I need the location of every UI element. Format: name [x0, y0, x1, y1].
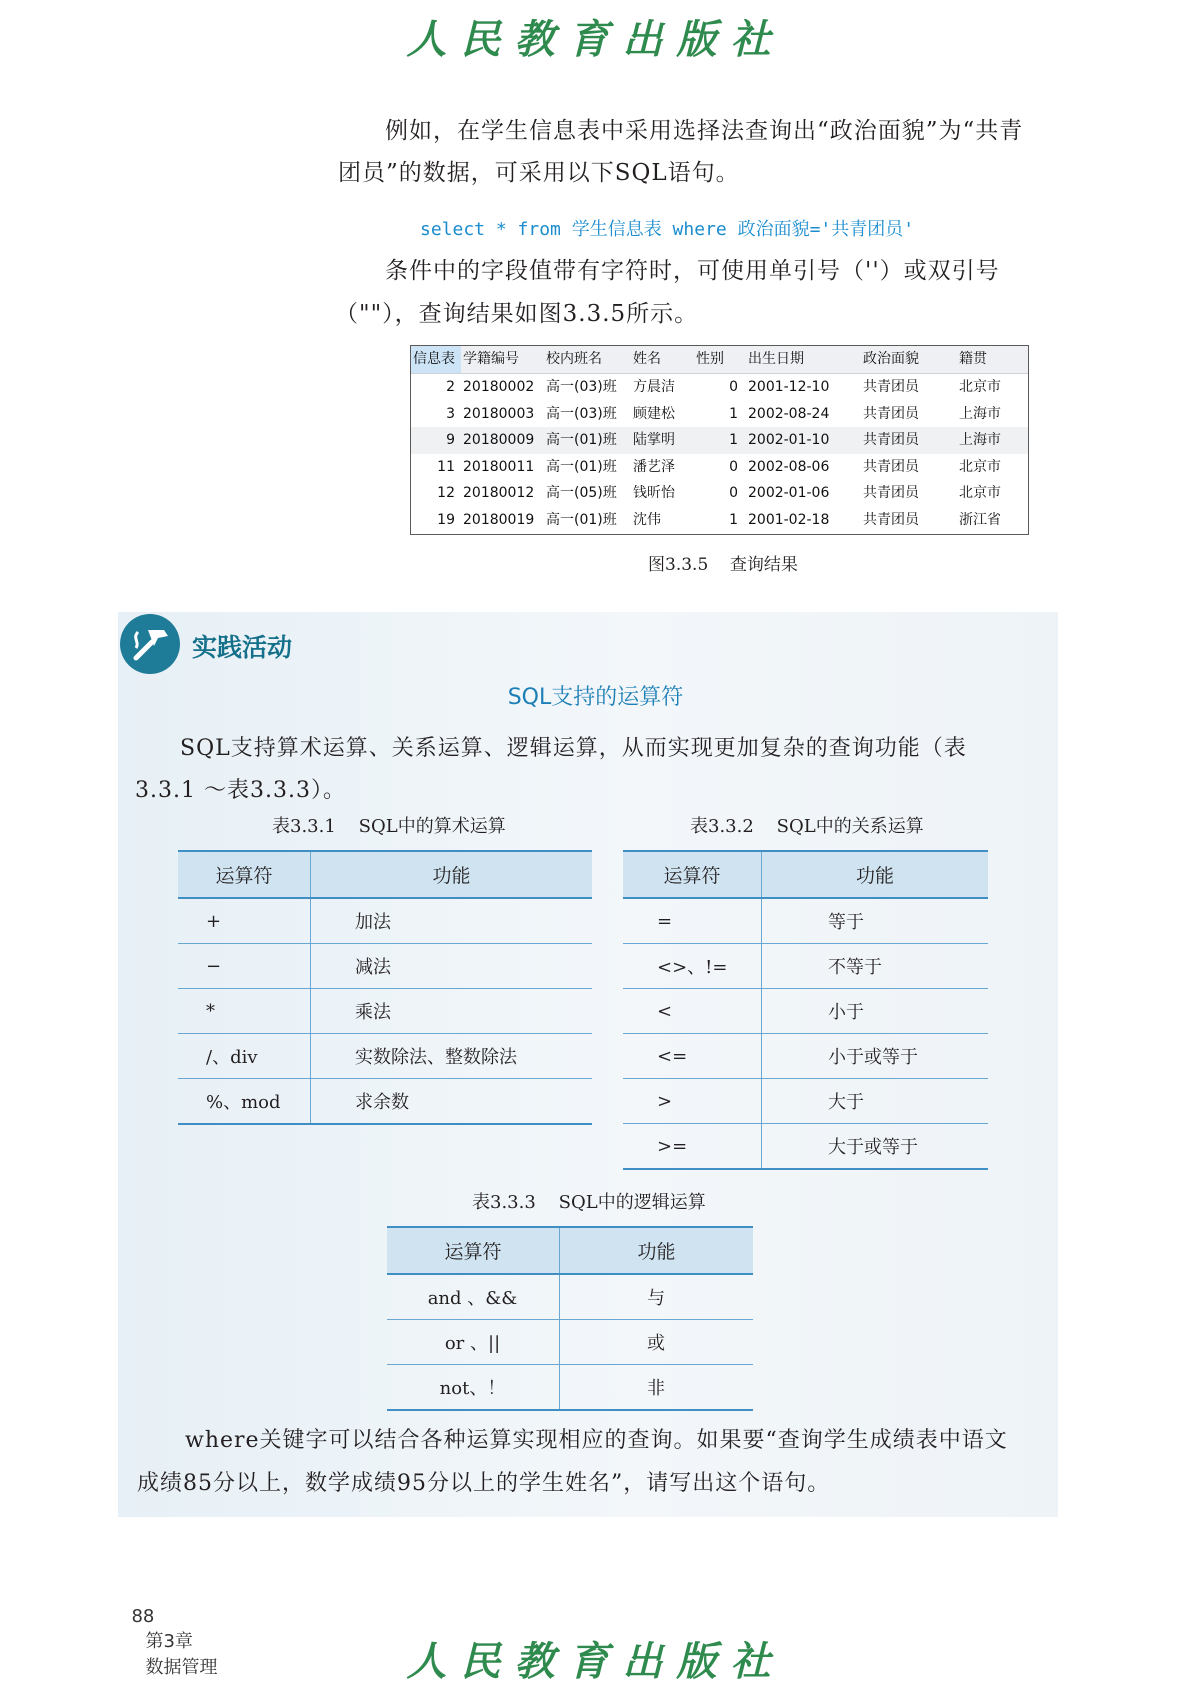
table2-caption: 表3.3.2 SQL中的关系运算 [690, 816, 924, 837]
table-cell: 减法 [311, 944, 593, 989]
table-cell: 加法 [311, 898, 593, 944]
table-cell: 钱昕怡 [633, 485, 675, 501]
practice-text-2: 3.3.1 ～表3.3.3）。 [135, 778, 346, 803]
publisher-logo-text: 人民教育出版社 [406, 16, 785, 63]
table-row [178, 1034, 592, 1079]
table-cell: < [623, 989, 762, 1034]
table-row [387, 1365, 753, 1411]
intro-line-1: 例如，在学生信息表中采用选择法查询出“政治面貌”为“共青 [385, 118, 1024, 144]
column-header: 运算符 [178, 851, 311, 898]
table-cell: %、mod [178, 1079, 311, 1125]
page-number: 88 [131, 1606, 155, 1627]
table-row [623, 898, 988, 944]
column-header: 功能 [762, 851, 989, 898]
publisher-logo-bottom [0, 1630, 1191, 1687]
column-header: 功能 [560, 1227, 754, 1274]
table-cell: <>、!= [623, 944, 762, 989]
table-cell: 潘艺泽 [633, 458, 675, 475]
table-cell: 0 [729, 458, 738, 475]
table-cell: 高一(01)班 [546, 432, 617, 448]
table-cell: 北京市 [959, 379, 1001, 395]
table-cell: 0 [729, 485, 738, 501]
table-cell: 共青团员 [863, 405, 919, 422]
table-cell: 2002-01-10 [748, 432, 830, 448]
chapter-label: 第3章 [145, 1631, 193, 1652]
table-cell: /、div [178, 1034, 311, 1079]
table-row [178, 898, 592, 944]
sql-statement: select * from 学生信息表 where 政治面貌='共青团员' [420, 219, 915, 240]
arithmetic-operators-table [178, 850, 592, 1125]
table-header-row [411, 346, 1028, 374]
table-cell: 12 [437, 485, 455, 501]
table-cell: 共青团员 [863, 458, 919, 475]
intro-line-2: 团员”的数据，可采用以下SQL语句。 [338, 160, 740, 186]
table-cell: 上海市 [959, 432, 1001, 448]
relational-operators-table [623, 850, 988, 1170]
table-cell: 20180009 [463, 432, 535, 448]
table-cell: 小于或等于 [762, 1034, 989, 1079]
table-cell: 方晨洁 [633, 379, 675, 395]
table-cell: + [178, 898, 311, 944]
table-cell: 2 [446, 379, 455, 395]
table-cell: 高一(05)班 [546, 485, 617, 501]
table-cell: 2002-01-06 [748, 485, 830, 501]
table-cell: 共青团员 [863, 485, 919, 501]
table-row [387, 1320, 753, 1365]
practice-title: 实践活动 [192, 633, 293, 662]
table-cell: 等于 [762, 898, 989, 944]
column-header: 出生日期 [748, 351, 804, 367]
practice-text-3: where关键字可以结合各种运算实现相应的查询。如果要“查询学生成绩表中语文 [185, 1428, 1008, 1453]
intro-line-3: 条件中的字段值带有字符时，可使用单引号（''）或双引号 [385, 258, 1000, 284]
column-header: 性别 [696, 351, 724, 367]
table-cell: 2001-02-18 [748, 511, 830, 528]
table-row [178, 1079, 592, 1125]
column-header: 籍贯 [959, 351, 987, 367]
table-cell: 实数除法、整数除法 [311, 1034, 593, 1079]
table-row [411, 480, 1028, 507]
table-row [411, 401, 1028, 428]
table-cell: 沈伟 [633, 511, 661, 528]
column-header: 姓名 [633, 351, 661, 367]
table-cell: 20180019 [463, 511, 535, 528]
table-cell: 乘法 [311, 989, 593, 1034]
table-cell: − [178, 944, 311, 989]
publisher-logo-text: 人民教育出版社 [406, 1638, 785, 1685]
table-cell: not、！ [387, 1365, 560, 1411]
table-cell: 2002-08-06 [748, 458, 830, 475]
table-cell: 0 [729, 379, 738, 395]
table-cell: 或 [560, 1320, 754, 1365]
table-cell: 1 [729, 432, 738, 448]
query-result-table [410, 345, 1029, 535]
table-cell: = [623, 898, 762, 944]
table-cell: 求余数 [311, 1079, 593, 1125]
table-cell: 11 [437, 458, 455, 475]
table-cell: 20180003 [463, 405, 535, 422]
table-cell: 共青团员 [863, 432, 919, 448]
section-label: 数据管理 [145, 1657, 218, 1678]
column-header: 运算符 [387, 1227, 560, 1274]
table-cell: 北京市 [959, 458, 1001, 475]
table-row [411, 427, 1028, 454]
table-cell: >= [623, 1124, 762, 1170]
table-cell: 非 [560, 1365, 754, 1411]
table-cell: 陆掌明 [633, 432, 675, 448]
table3-caption: 表3.3.3 SQL中的逻辑运算 [472, 1192, 706, 1213]
table-row [623, 1034, 988, 1079]
table-cell: 高一(01)班 [546, 511, 617, 528]
column-header: 运算符 [623, 851, 762, 898]
table-cell: or 、|| [387, 1320, 560, 1365]
table-cell: 3 [446, 405, 455, 422]
table-cell: 北京市 [959, 485, 1001, 501]
table-cell: > [623, 1079, 762, 1124]
hammer-wrench-icon [118, 612, 182, 676]
table-row [387, 1274, 753, 1320]
table-cell: 大于 [762, 1079, 989, 1124]
table-cell: * [178, 989, 311, 1034]
publisher-logo-top [0, 8, 1191, 65]
table-cell: 共青团员 [863, 511, 919, 528]
practice-subtitle: SQL支持的运算符 [507, 685, 684, 710]
logical-operators-table [387, 1226, 753, 1411]
table-row [623, 1079, 988, 1124]
table-row [411, 507, 1028, 534]
table-row [623, 944, 988, 989]
table-cell: 20180012 [463, 485, 535, 501]
table-row [178, 944, 592, 989]
table-row [411, 374, 1028, 401]
table-cell: 20180011 [463, 458, 535, 475]
intro-line-4: （""），查询结果如图3.3.5所示。 [335, 301, 699, 327]
table-cell: <= [623, 1034, 762, 1079]
column-header: 政治面貌 [863, 351, 919, 367]
table-row [178, 989, 592, 1034]
table-row [623, 989, 988, 1034]
table-cell: 高一(03)班 [546, 405, 617, 422]
column-header: 信息表 [411, 346, 461, 373]
table-cell: 不等于 [762, 944, 989, 989]
column-header: 校内班名 [546, 351, 602, 367]
table-cell: 1 [729, 511, 738, 528]
table-cell: 小于 [762, 989, 989, 1034]
table-cell: 上海市 [959, 405, 1001, 422]
table-cell: 20180002 [463, 379, 535, 395]
table-cell: and 、&& [387, 1274, 560, 1320]
table-cell: 顾建松 [633, 405, 675, 422]
table-cell: 19 [437, 511, 455, 528]
table-cell: 大于或等于 [762, 1124, 989, 1170]
column-header: 功能 [311, 851, 593, 898]
table-cell: 2002-08-24 [748, 405, 830, 422]
column-header: 学籍编号 [463, 351, 519, 367]
table-cell: 共青团员 [863, 379, 919, 395]
table-cell: 高一(03)班 [546, 379, 617, 395]
table-cell: 浙江省 [959, 511, 1001, 528]
table-row [411, 454, 1028, 481]
table1-caption: 表3.3.1 SQL中的算术运算 [272, 816, 506, 837]
figure-caption: 图3.3.5 查询结果 [648, 555, 798, 575]
practice-text-4: 成绩85分以上，数学成绩95分以上的学生姓名”，请写出这个语句。 [137, 1471, 831, 1496]
practice-text-1: SQL支持算术运算、关系运算、逻辑运算，从而实现更加复杂的查询功能（表 [180, 736, 967, 761]
table-cell: 9 [446, 432, 455, 448]
table-cell: 1 [729, 405, 738, 422]
table-row [623, 1124, 988, 1170]
table-cell: 高一(01)班 [546, 458, 617, 475]
table-cell: 2001-12-10 [748, 379, 830, 395]
table-cell: 与 [560, 1274, 754, 1320]
